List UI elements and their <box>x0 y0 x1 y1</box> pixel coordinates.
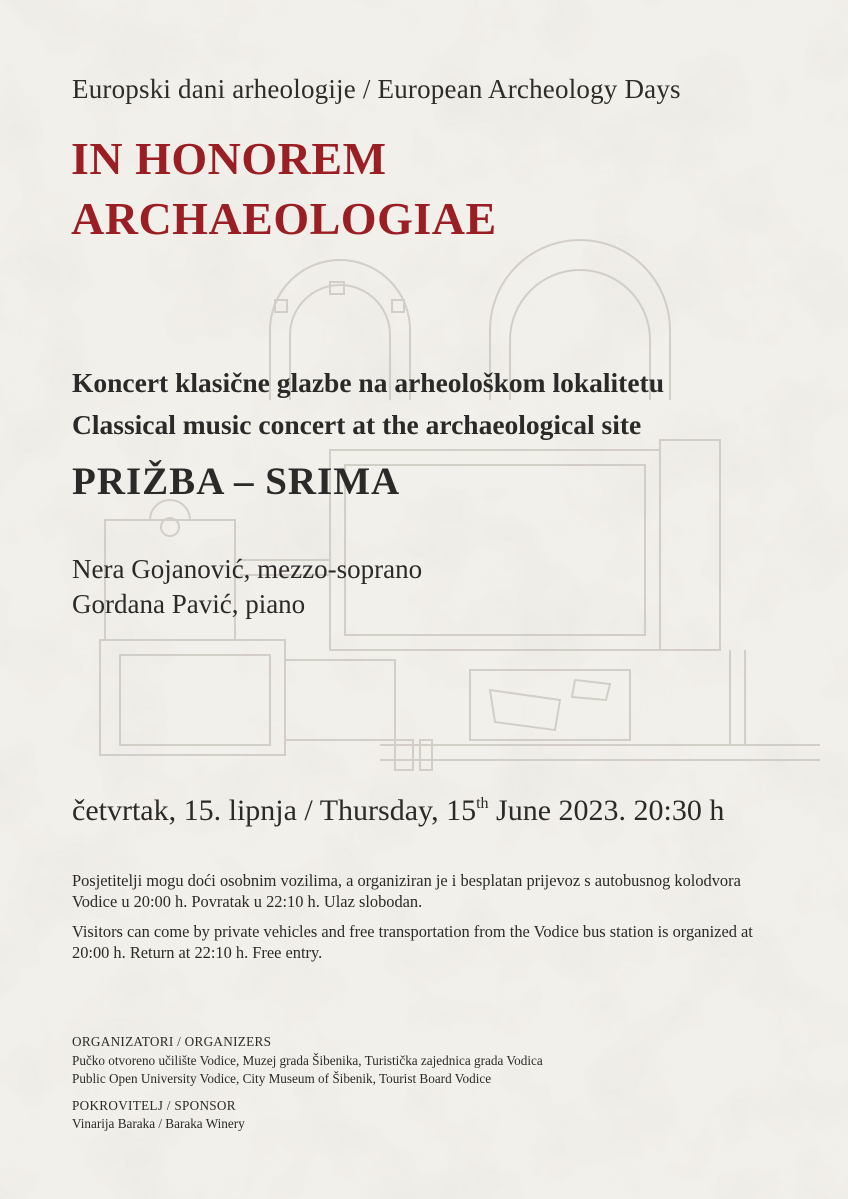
date-suffix: June 2023. 20:30 h <box>488 794 725 827</box>
transport-info-en: Visitors can come by private vehicles and free transportation from the Vodice bus station is organized at 20:00 h. Return at 22:10 h. Free entry. <box>72 922 753 962</box>
organizers-list-hr: Pučko otvoreno učilište Vodice, Muzej grada Šibenika, Turistička zajednica grada Vodica <box>72 1053 543 1068</box>
event-subtitle: Europski dani arheologije / European Archeology Days <box>72 74 681 104</box>
title-line-1: IN HONOREM <box>71 133 387 184</box>
organizers-heading: ORGANIZATORI / ORGANIZERS <box>72 1034 272 1049</box>
performer-piano: Gordana Pavić, piano <box>72 589 306 619</box>
site-name: PRIŽBA – SRIMA <box>72 460 401 503</box>
sponsor-name: Vinarija Baraka / Baraka Winery <box>72 1116 245 1131</box>
date-prefix: četvrtak, 15. lipnja / Thursday, 15 <box>72 794 477 827</box>
sponsor-heading: POKROVITELJ / SPONSOR <box>72 1098 236 1113</box>
concert-description-en: Classical music concert at the archaeological site <box>72 409 642 440</box>
date-ordinal: th <box>476 795 489 812</box>
concert-description-hr: Koncert klasične glazbe na arheološkom lokalitetu <box>72 367 664 398</box>
title-line-2: ARCHAEOLOGIAE <box>71 193 497 244</box>
organizers-list-en: Public Open University Vodice, City Museum of Šibenik, Tourist Board Vodice <box>72 1071 492 1086</box>
transport-info-hr: Posjetitelji mogu doći osobnim vozilima, a organiziran je i besplatan prijevoz s autobusnog kolodvora Vodice u 20:00 h. Povratak u 22:10 h. Ulaz slobodan. <box>72 871 741 911</box>
event-date <box>72 794 724 828</box>
performer-mezzo-soprano: Nera Gojanović, mezzo-soprano <box>72 554 423 584</box>
